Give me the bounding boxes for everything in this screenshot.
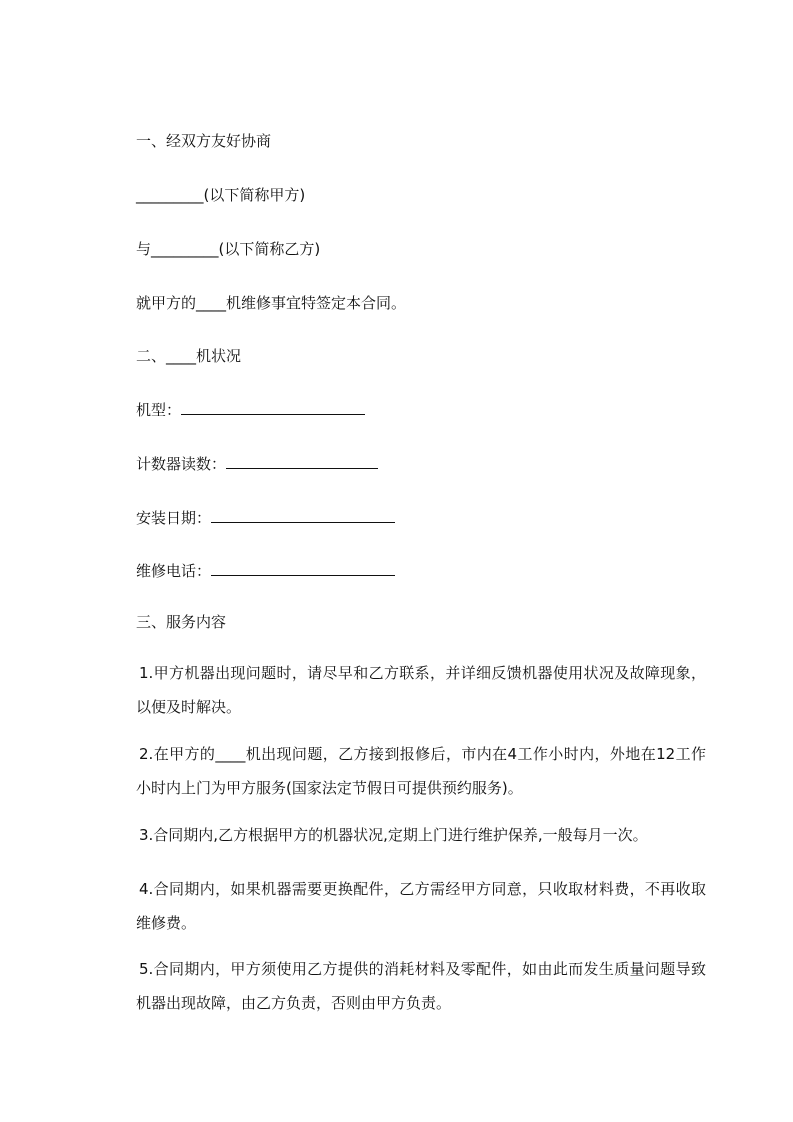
counter-blank	[226, 454, 378, 469]
model-label: 机型：	[136, 401, 182, 419]
service-item-2: 2.在甲方的____机出现问题，乙方接到报修后，市内在4工作小时内，外地在12工作小时内上门为甲方服务(国家法定节假日可提供预约服务)。	[136, 745, 706, 797]
service-item-5: 5.合同期内，甲方须使用乙方提供的消耗材料及零配件，如由此而发生质量问题导致机器出现故障，由乙方负责，否则由甲方负责。	[136, 960, 706, 1012]
party-a-line: _________(以下简称甲方)	[136, 186, 306, 204]
service-item-3: 3.合同期内,乙方根据甲方的机器状况,定期上门进行维护保养,一般每月一次。	[139, 826, 648, 844]
phone-label: 维修电话：	[136, 562, 212, 580]
model-blank	[181, 400, 365, 415]
counter-label: 计数器读数：	[136, 455, 227, 473]
install-date-blank	[211, 508, 395, 523]
purpose-line: 就甲方的____机维修事宜特签定本合同。	[136, 294, 407, 312]
phone-field	[136, 561, 395, 581]
install-date-field	[136, 508, 395, 528]
section-3-heading: 三、服务内容	[136, 613, 227, 631]
install-date-label: 安装日期：	[136, 509, 212, 527]
counter-field	[136, 454, 378, 474]
model-field	[136, 400, 365, 420]
service-item-4: 4.合同期内，如果机器需要更换配件，乙方需经甲方同意，只收取材料费，不再收取维修费。	[136, 880, 706, 932]
party-b-line: 与_________(以下简称乙方)	[136, 240, 321, 258]
section-1-heading: 一、经双方友好协商	[136, 132, 272, 150]
section-2-heading: 二、____机状况	[136, 347, 242, 365]
phone-blank	[211, 561, 395, 576]
service-item-1: 1.甲方机器出现问题时，请尽早和乙方联系，并详细反馈机器使用状况及故障现象，以便及时解决。	[136, 664, 706, 716]
